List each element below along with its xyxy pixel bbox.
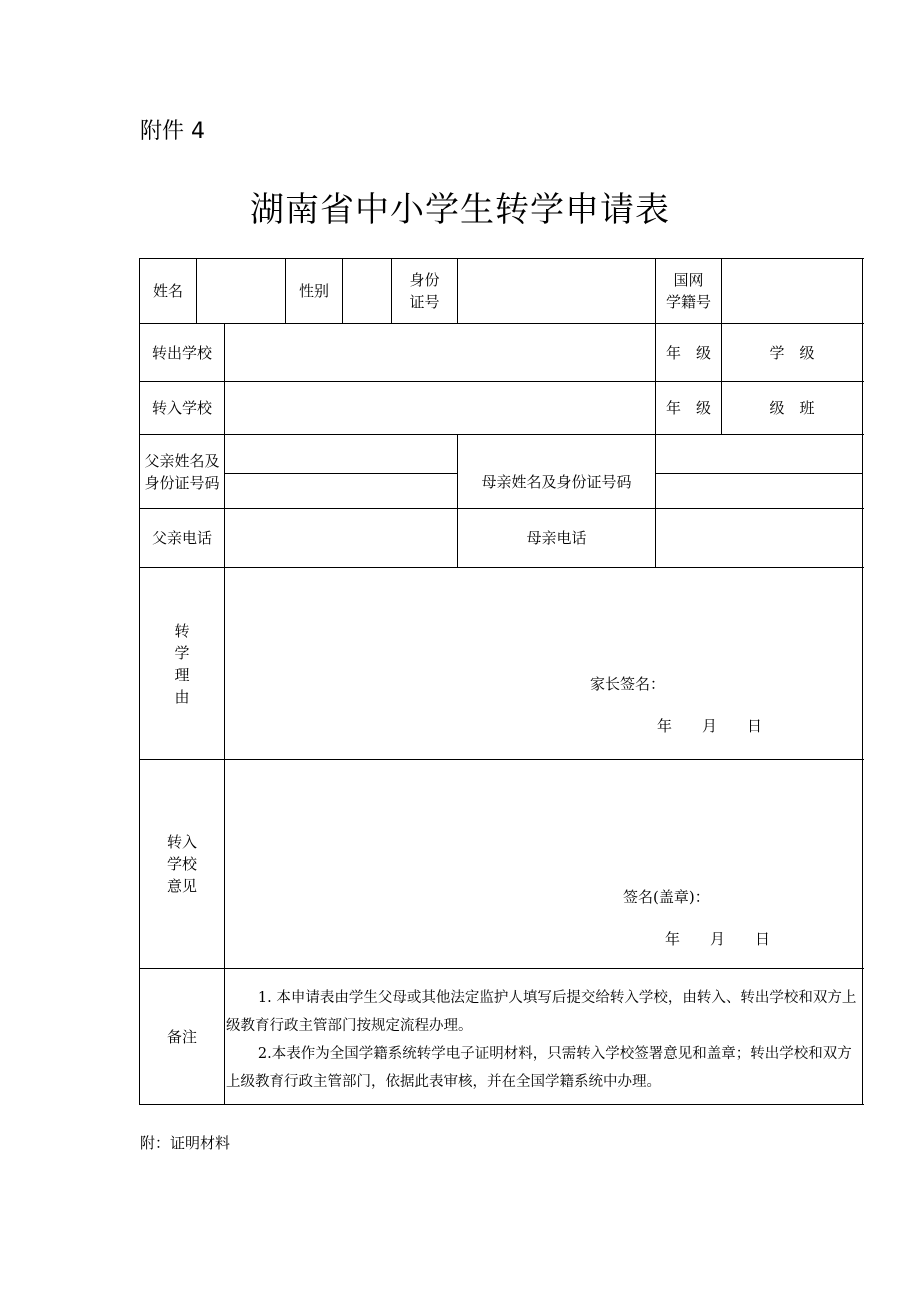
grade-suffix-label[interactable]: 学 级 [769, 343, 815, 362]
opinion-sign-date: 年 月 日 [665, 930, 771, 948]
table-border-right [862, 258, 863, 1105]
class-label[interactable]: 级 班 [769, 399, 815, 417]
mother-name-field[interactable] [656, 435, 862, 473]
grade-label-in: 年 级 [665, 399, 711, 417]
mother-phone-label: 母亲电话 [526, 529, 587, 547]
transfer-in-school-field[interactable] [225, 382, 655, 434]
transfer-out-school-label: 转出学校 [151, 343, 212, 362]
father-name-id-label-line1: 父亲姓名及 [144, 451, 220, 470]
reason-char: 学 [174, 643, 190, 662]
father-phone-label: 父亲电话 [151, 529, 212, 547]
transfer-reason-label [140, 568, 224, 759]
opinion-label-line: 转入 [166, 833, 197, 851]
parent-sign-date: 年 月 日 [657, 717, 763, 735]
seal-signature-label: 签名(盖章)： [623, 888, 710, 906]
parent-signature-label: 家长签名： [590, 675, 666, 693]
transfer-in-school-label: 转入学校 [151, 399, 212, 417]
father-name-id-label-line2: 身份证号码 [144, 473, 220, 492]
remark-item-1: 1. 本申请表由学生父母或其他法定监护人填写后提交给转入学校，由转入、转出学校和双方上级教育行政主管部门按规定流程办理。 [226, 990, 857, 1034]
attachment-materials-note: 附：证明材料 [140, 1134, 231, 1152]
transfer-out-school-field[interactable] [225, 324, 655, 381]
national-student-id-label-line1: 国网 [673, 271, 704, 289]
remarks-text [226, 984, 863, 1096]
mother-phone-field[interactable] [656, 509, 862, 567]
attachment-number: 附件 4 [140, 119, 205, 144]
reason-char: 由 [174, 687, 190, 706]
receiving-school-opinion-label [140, 760, 224, 968]
id-number-label [392, 259, 457, 323]
reason-char: 转 [174, 621, 190, 640]
grade-label: 年 级 [665, 343, 711, 362]
name-label: 姓名 [152, 282, 183, 300]
receiving-school-opinion-field[interactable] [225, 760, 862, 875]
id-number-label-line2: 证号 [409, 293, 440, 311]
father-phone-field[interactable] [225, 509, 457, 567]
mother-id-field[interactable] [656, 474, 862, 508]
form-title: 湖南省中小学生转学申请表 [250, 190, 670, 230]
mother-name-id-label: 母亲姓名及身份证号码 [481, 472, 632, 491]
id-number-field[interactable] [458, 259, 655, 323]
opinion-label-line: 意见 [166, 877, 197, 895]
gender-label: 性别 [298, 282, 329, 300]
father-name-field[interactable] [225, 435, 457, 473]
table-border-bottom [139, 1104, 864, 1105]
national-student-id-label-line2: 学籍号 [665, 293, 711, 311]
gender-field[interactable] [343, 259, 391, 323]
national-student-id-label [656, 259, 721, 323]
father-id-field[interactable] [225, 474, 457, 508]
father-name-id-label [140, 435, 224, 508]
row-divider [139, 968, 864, 969]
reason-char: 理 [174, 665, 190, 684]
remark-item-2: 2.本表作为全国学籍系统转学电子证明材料，只需转入学校签署意见和盖章；转出学校和双方上级教育行政主管部门，依据此表审核，并在全国学籍系统中办理。 [226, 1046, 852, 1090]
remarks-label: 备注 [166, 1027, 197, 1046]
name-field[interactable] [197, 259, 285, 323]
transfer-reason-field[interactable] [225, 568, 862, 668]
id-number-label-line1: 身份 [409, 271, 440, 289]
national-student-id-field[interactable] [722, 259, 862, 323]
opinion-label-line: 学校 [166, 855, 197, 873]
